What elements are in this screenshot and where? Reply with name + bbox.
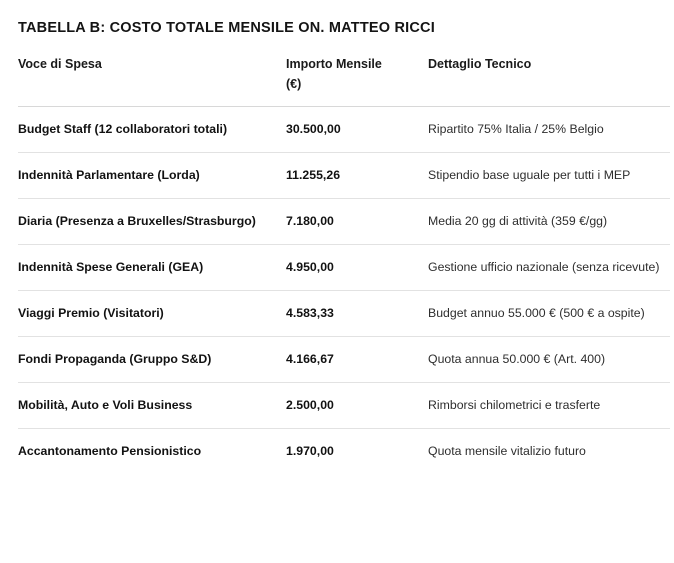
- cell-voce: Viaggi Premio (Visitatori): [18, 291, 286, 337]
- cell-importo: 4.583,33: [286, 291, 428, 337]
- table-header: [18, 55, 670, 106]
- cell-dettaglio: Stipendio base uguale per tutti i MEP: [428, 153, 670, 199]
- cell-dettaglio: Budget annuo 55.000 € (500 € a ospite): [428, 291, 670, 337]
- cell-importo: 1.970,00: [286, 444, 334, 459]
- table-body: [18, 107, 670, 475]
- cell-dettaglio: Gestione ufficio nazionale (senza ricevute): [428, 245, 670, 291]
- column-header-importo-unit: (€): [286, 76, 302, 91]
- cost-table: [18, 55, 670, 474]
- cell-dettaglio: Rimborsi chilometrici e trasferte: [428, 383, 670, 429]
- column-header-importo-mensile: [286, 55, 428, 106]
- cell-dettaglio: Quota annua 50.000 € (Art. 400): [428, 337, 670, 383]
- table-header-row: [18, 55, 670, 106]
- cell-importo: 4.166,67: [286, 337, 428, 383]
- page-title: TABELLA B: COSTO TOTALE MENSILE ON. MATTEO RICCI: [18, 20, 435, 36]
- cell-voce: Diaria (Presenza a Bruxelles/Strasburgo): [18, 199, 286, 245]
- cell-voce: Indennità Spese Generali (GEA): [18, 245, 286, 291]
- table-row: [18, 153, 670, 199]
- column-header-voce-label: Voce di Spesa: [18, 57, 102, 72]
- cell-voce: Accantonamento Pensionistico: [18, 444, 202, 459]
- column-header-voce-di-spesa: [18, 55, 286, 106]
- table-row: [18, 337, 670, 383]
- cell-importo: 2.500,00: [286, 383, 428, 429]
- table-row: [18, 291, 670, 337]
- cell-importo: 11.255,26: [286, 153, 428, 199]
- table-row: [18, 199, 670, 245]
- cell-importo: 4.950,00: [286, 245, 428, 291]
- cell-voce: Budget Staff (12 collaboratori totali): [18, 107, 286, 153]
- cell-importo: 30.500,00: [286, 107, 428, 153]
- column-header-dettaglio-label: Dettaglio Tecnico: [428, 57, 532, 72]
- cell-dettaglio: Ripartito 75% Italia / 25% Belgio: [428, 107, 670, 153]
- table-row: [18, 429, 670, 475]
- cell-voce: Mobilità, Auto e Voli Business: [18, 383, 286, 429]
- column-header-dettaglio-tecnico: [428, 55, 670, 106]
- table-row: [18, 383, 670, 429]
- table-row: [18, 107, 670, 153]
- cell-dettaglio: Quota mensile vitalizio futuro: [428, 444, 586, 459]
- cell-importo: 7.180,00: [286, 199, 428, 245]
- cell-dettaglio: Media 20 gg di attività (359 €/gg): [428, 199, 670, 245]
- cell-voce: Fondi Propaganda (Gruppo S&D): [18, 337, 286, 383]
- cell-voce: Indennità Parlamentare (Lorda): [18, 153, 286, 199]
- table-row: [18, 245, 670, 291]
- column-header-importo-label: Importo Mensile: [286, 57, 382, 72]
